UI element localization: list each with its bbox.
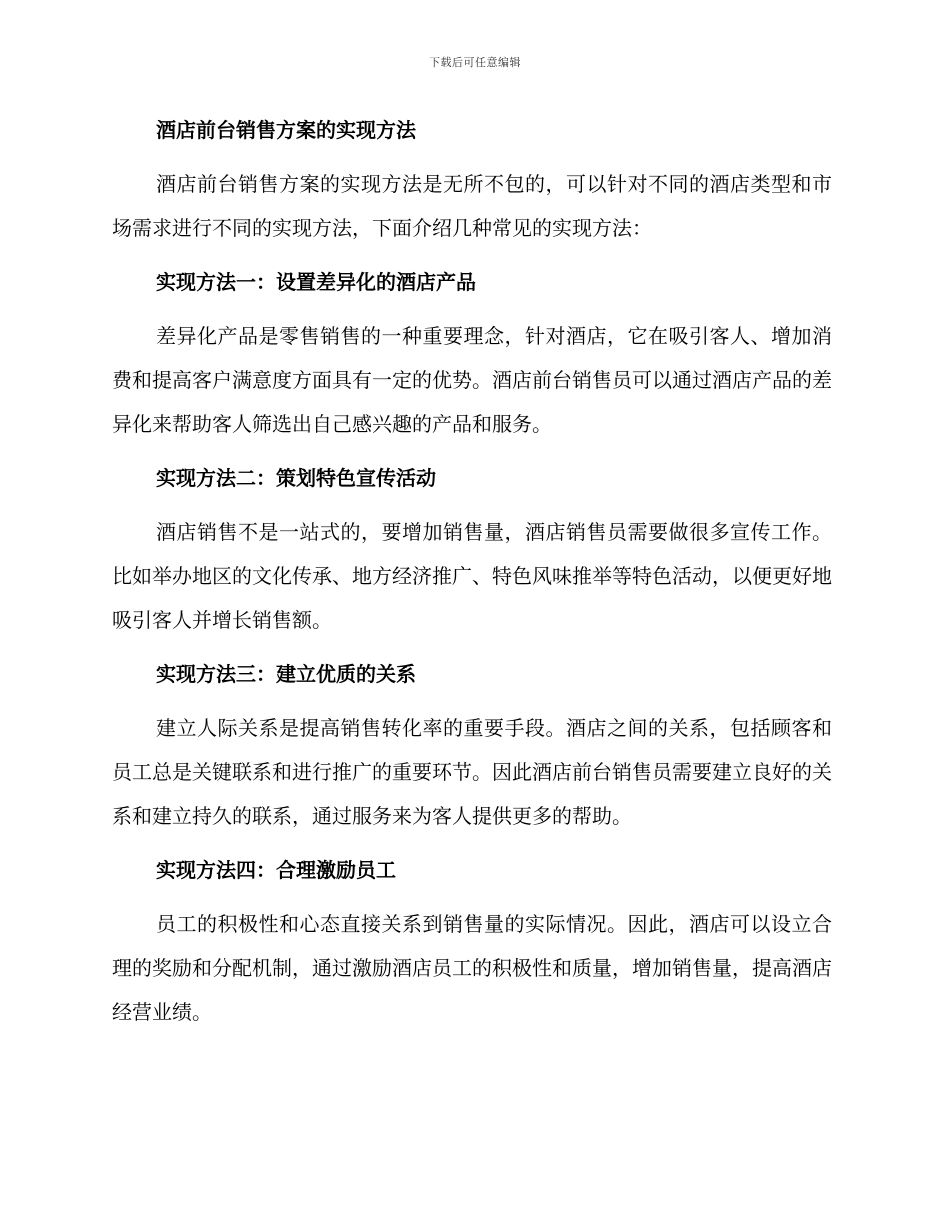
section-body-3: 建立人际关系是提高销售转化率的重要手段。酒店之间的关系，包括顾客和员工总是关键联系和进行推广的重要环节。因此酒店前台销售员需要建立良好的关系和建立持久的联系，通过服务来为客人提供更多的帮助。 [112,716,832,828]
section-body-2: 酒店销售不是一站式的，要增加销售量，酒店销售员需要做很多宣传工作。比如举办地区的文化传承、地方经济推广、特色风味推举等特色活动，以便更好地吸引客人并增长销售额。 [112,520,832,632]
section-body-4: 员工的积极性和心态直接关系到销售量的实际情况。因此，酒店可以设立合理的奖励和分配机制，通过激励酒店员工的积极性和质量，增加销售量，提高酒店经营业绩。 [112,912,832,1024]
intro-paragraph: 酒店前台销售方案的实现方法是无所不包的，可以针对不同的酒店类型和市场需求进行不同的实现方法，下面介绍几种常见的实现方法： [112,172,832,240]
page-header-note: 下载后可任意编辑 [429,56,521,69]
section-heading-4: 实现方法四：合理激励员工 [156,858,396,882]
section-heading-1: 实现方法一：设置差异化的酒店产品 [156,270,476,294]
document-body [112,112,832,1034]
section-heading-2: 实现方法二：策划特色宣传活动 [156,466,436,490]
section-body-1: 差异化产品是零售销售的一种重要理念，针对酒店，它在吸引客人、增加消费和提高客户满意度方面具有一定的优势。酒店前台销售员可以通过酒店产品的差异化来帮助客人筛选出自己感兴趣的产品和服务。 [112,324,832,436]
section-heading-3: 实现方法三：建立优质的关系 [156,662,416,686]
document-title: 酒店前台销售方案的实现方法 [156,118,416,142]
